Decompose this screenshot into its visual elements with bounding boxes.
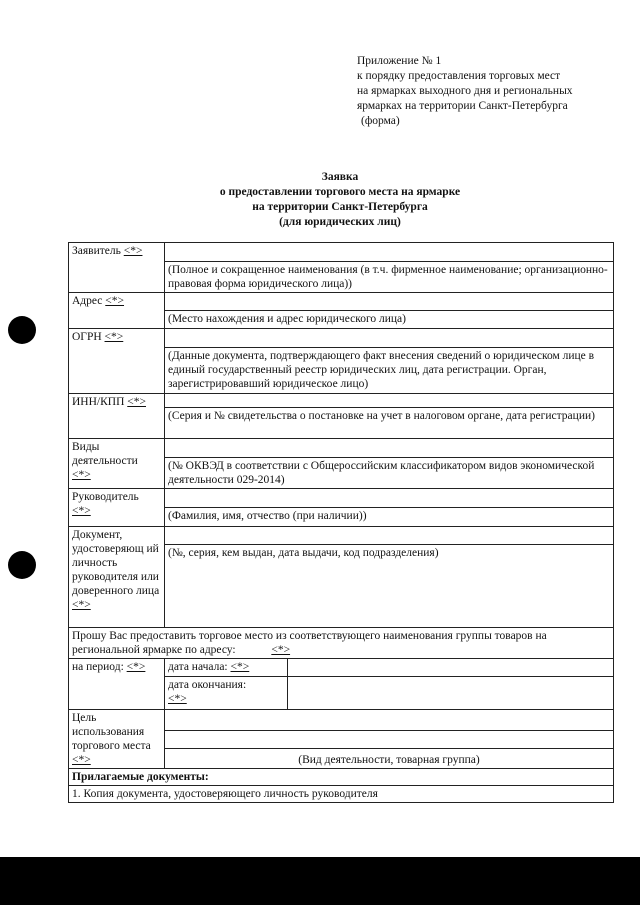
inn-label: ИНН/КПП [72, 396, 125, 408]
request-text: Прошу Вас предоставить торговое место из соответствующего наименования группы товаров на региональной ярмарке по адресу: [72, 630, 547, 656]
form-table [68, 242, 614, 803]
purpose-input-2[interactable] [165, 731, 614, 748]
footnote-mark: <*> [72, 754, 91, 766]
address-input[interactable] [165, 293, 614, 311]
purpose-input-1[interactable] [165, 710, 614, 731]
inn-label-cell [69, 394, 165, 439]
appendix-line-4: ярмарках на территории Санкт-Петербурга [357, 100, 568, 112]
request-cell [69, 628, 614, 659]
head-input[interactable] [165, 489, 614, 508]
footnote-mark: <*> [168, 693, 187, 705]
doc-label-cell [69, 527, 165, 628]
inn-hint: (Серия и № свидетельства о постановке на учет в налоговом органе, дата регистрации) [165, 408, 614, 439]
ogrn-hint: (Данные документа, подтверждающего факт внесения сведений о юридическом лице в единый государственный реестр юридических лиц, дата регистрации. Орган, зарегистрировавший юридическое лицо) [165, 348, 614, 394]
head-label: Руководитель [72, 491, 139, 503]
appendix-line-2: к порядку предоставления торговых мест [357, 70, 561, 82]
attached-docs-heading: Прилагаемые документы: [69, 769, 614, 786]
period-label-cell [69, 659, 165, 710]
purpose-hint: (Вид деятельности, товарная группа) [165, 748, 614, 768]
activity-label-cell [69, 439, 165, 489]
start-date-input[interactable] [288, 659, 614, 677]
start-date-label: дата начала: [168, 661, 228, 673]
appendix-line-5: (форма) [361, 115, 400, 127]
doc-input[interactable] [165, 527, 614, 545]
ogrn-input[interactable] [165, 329, 614, 348]
punch-hole-top [8, 316, 36, 344]
period-label: на период: [72, 661, 124, 673]
end-date-input[interactable] [288, 677, 614, 710]
activity-input[interactable] [165, 439, 614, 458]
inn-input[interactable] [165, 394, 614, 408]
footnote-mark: <*> [230, 661, 250, 673]
doc-label: Документ, удостоверяющ ий личность руководителя или доверенного лица [72, 529, 160, 597]
ogrn-label: ОГРН [72, 331, 102, 343]
address-label: Адрес [72, 295, 103, 307]
footnote-mark: <*> [104, 331, 124, 343]
doc-hint: (№, серия, кем выдан, дата выдачи, код подразделения) [165, 545, 614, 628]
address-hint: (Место нахождения и адрес юридического лица) [165, 311, 614, 329]
footnote-mark: <*> [123, 245, 143, 257]
ogrn-label-cell [69, 329, 165, 394]
address-label-cell [69, 293, 165, 329]
scan-bottom-edge [0, 857, 640, 905]
head-hint: (Фамилия, имя, отчество (при наличии)) [165, 508, 614, 527]
document-title [140, 170, 540, 230]
footnote-mark: <*> [72, 599, 91, 611]
appendix-header [357, 54, 627, 129]
end-date-label: дата окончания: [168, 679, 247, 691]
purpose-label-cell [69, 710, 165, 769]
head-label-cell [69, 489, 165, 527]
attached-doc-item-1: 1. Копия документа, удостоверяющего личность руководителя [69, 786, 614, 803]
footnote-mark: <*> [72, 505, 91, 517]
activity-label: Виды деятельности [72, 441, 138, 467]
appendix-line-1: Приложение № 1 [357, 55, 442, 67]
title-line-3: на территории Санкт-Петербурга [252, 201, 428, 213]
applicant-input[interactable] [165, 243, 614, 262]
footnote-mark: <*> [72, 469, 91, 481]
end-date-label-cell [165, 677, 288, 710]
start-date-label-cell [165, 659, 288, 677]
footnote-mark: <*> [105, 295, 125, 307]
title-line-1: Заявка [321, 171, 359, 183]
applicant-label: Заявитель [72, 245, 121, 257]
punch-hole-bottom [8, 551, 36, 579]
applicant-label-cell [69, 243, 165, 293]
purpose-label: Цель использования торгового места [72, 712, 151, 752]
title-line-2: о предоставлении торгового места на ярмарке [219, 186, 461, 198]
application-form [68, 242, 613, 803]
footnote-mark: <*> [126, 661, 146, 673]
applicant-hint: (Полное и сокращенное наименования (в т.ч. фирменное наименование; организационно-правовая форма юридического лица)) [165, 262, 614, 293]
activity-hint: (№ ОКВЭД в соответствии с Общероссийским классификатором видов экономической деятельности 029-2014) [165, 458, 614, 489]
footnote-mark: <*> [127, 396, 146, 408]
title-line-4: (для юридических лиц) [279, 216, 401, 228]
appendix-line-3: на ярмарках выходного дня и региональных [357, 85, 573, 97]
footnote-mark: <*> [271, 644, 291, 656]
